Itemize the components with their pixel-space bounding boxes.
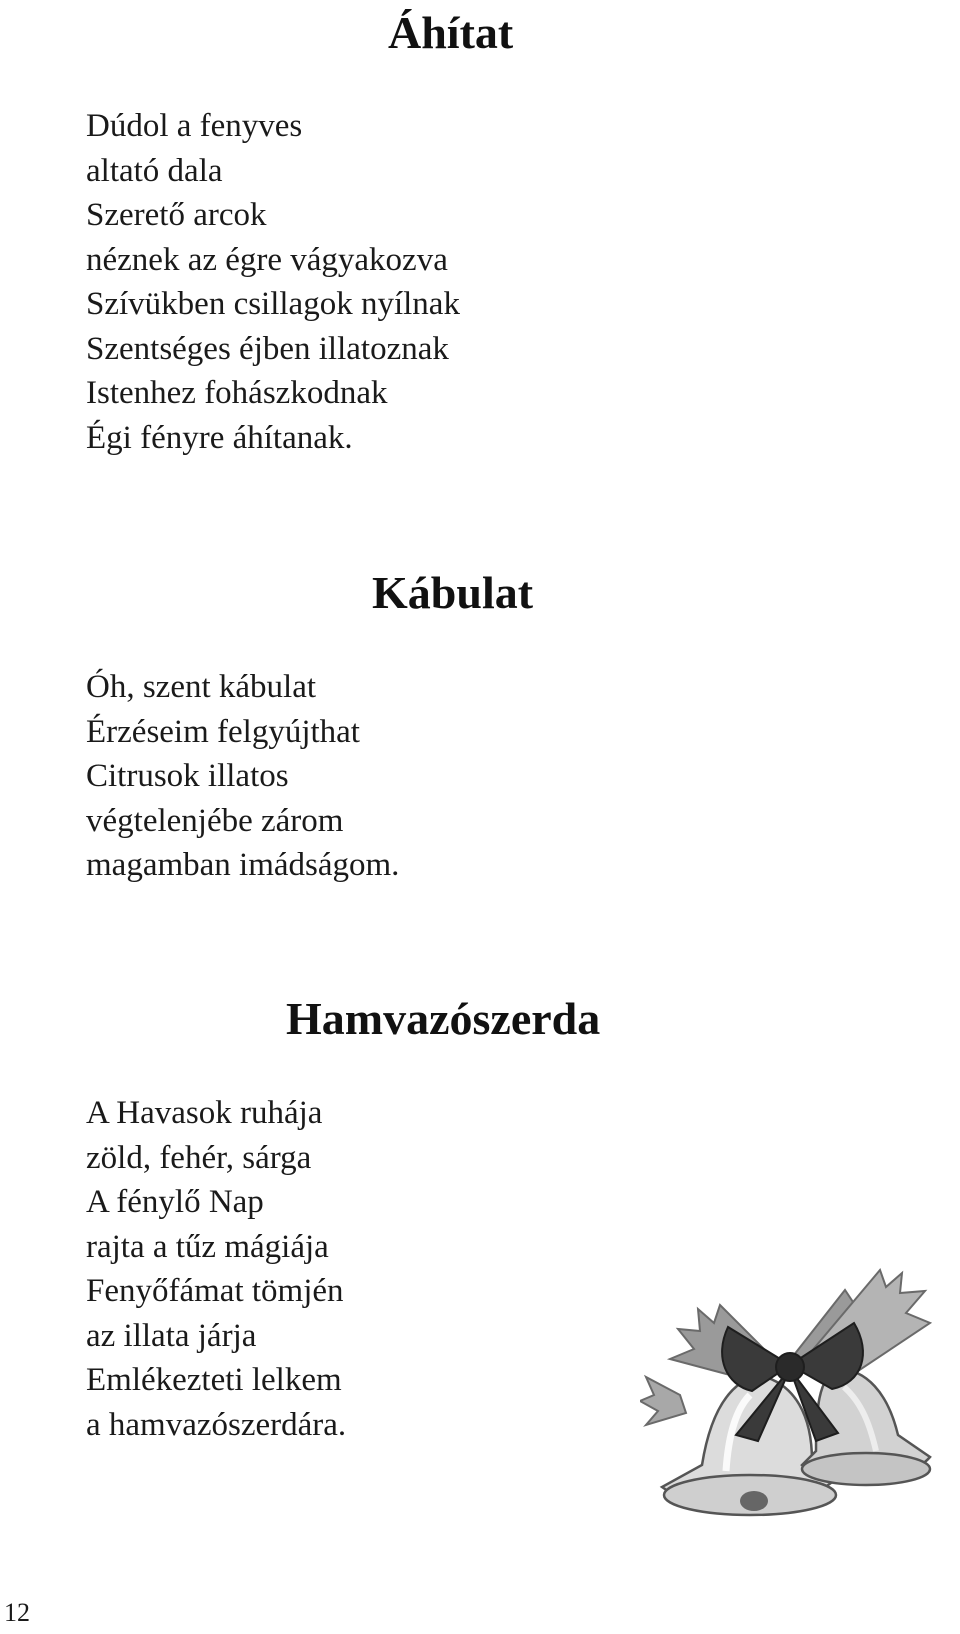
poem-line: Fenyőfámat tömjén [86, 1273, 344, 1309]
poem-line: Szívükben csillagok nyílnak [86, 286, 460, 322]
poem-body-hamvazoszerda [86, 1091, 346, 1447]
poem-line: rajta a tűz mágiája [86, 1228, 329, 1265]
poem-body-kabulat [86, 665, 399, 888]
poem-line: a hamvazószerdára. [86, 1406, 347, 1443]
poem-line: Égi fényre áhítanak. [86, 419, 353, 456]
poem-line: Istenhez fohászkodnak [86, 375, 388, 411]
poem-line: az illata járja [86, 1317, 257, 1354]
page-number: 12 [4, 1598, 30, 1627]
poem-line: Emlékezteti lelkem [86, 1362, 342, 1398]
poem-line: néznek az égre vágyakozva [86, 241, 448, 278]
poem-line: A Havasok ruhája [86, 1095, 323, 1131]
poem-line: Szentséges éjben illatoznak [86, 330, 449, 367]
poem-line: A fénylő Nap [86, 1184, 264, 1220]
poem-line: altató dala [86, 152, 223, 189]
poem-line: magamban imádságom. [86, 847, 400, 883]
poem-title-ahitat: Áhítat [388, 7, 514, 58]
poem-title-kabulat: Kábulat [372, 567, 534, 618]
poem-line: Érzéseim felgyújthat [86, 713, 360, 750]
christmas-bells-icon [640, 1265, 940, 1530]
poem-body-ahitat [86, 104, 460, 460]
poem-line: zöld, fehér, sárga [86, 1139, 312, 1176]
poem-line: Dúdol a fenyves [86, 108, 303, 144]
poem-title-hamvazoszerda: Hamvazószerda [286, 993, 601, 1044]
poem-line: Citrusok illatos [86, 758, 289, 794]
poem-line: Óh, szent kábulat [86, 669, 317, 705]
poem-line: Szerető arcok [86, 197, 267, 233]
poem-line: végtelenjébe zárom [86, 802, 344, 839]
